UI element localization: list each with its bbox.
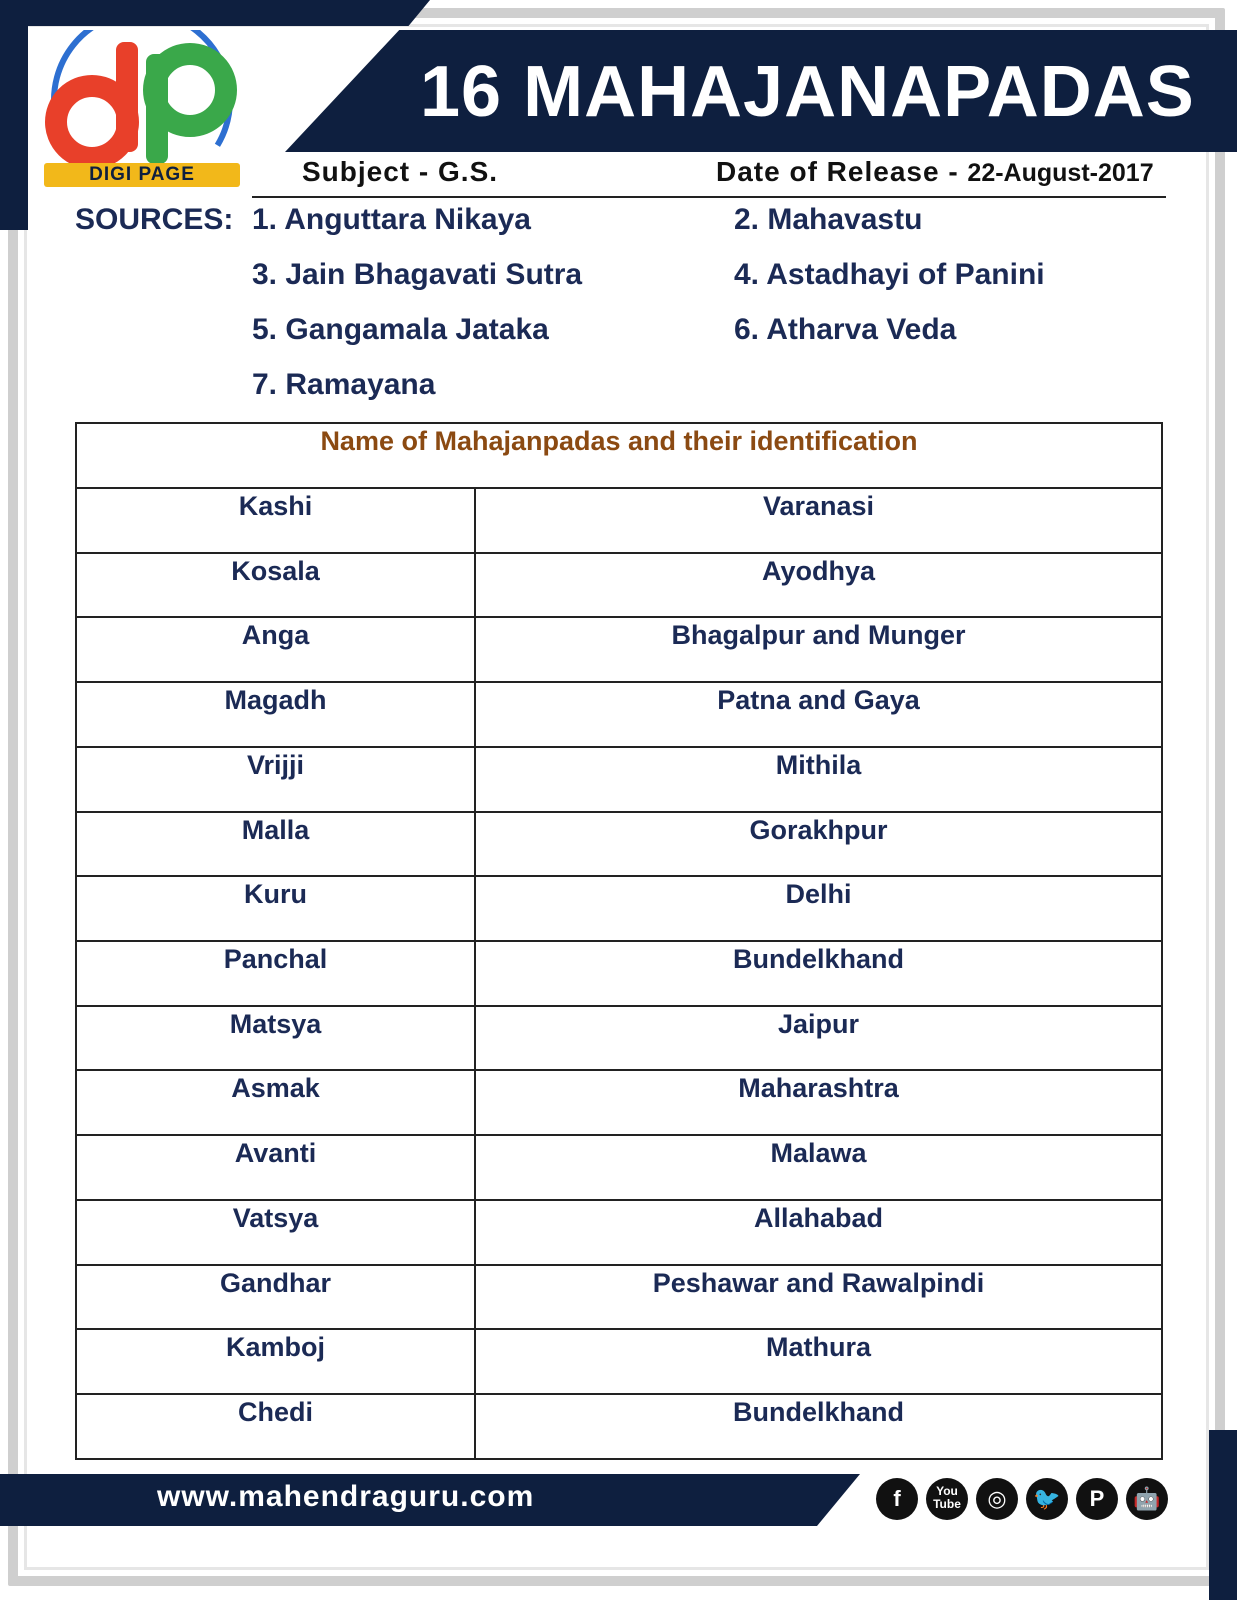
source-item: 4. Astadhayi of Panini: [734, 258, 1045, 291]
page-title: 16 MAHAJANAPADAS: [420, 52, 1195, 132]
mahajanapada-name: Matsya: [77, 1007, 476, 1070]
source-item: 6. Atharva Veda: [734, 313, 957, 346]
release-date: 22-August-2017: [967, 159, 1154, 187]
table-heading: Name of Mahajanpadas and their identification: [77, 424, 1161, 489]
table-row: [77, 942, 1161, 1007]
modern-identification: Mithila: [775, 749, 862, 780]
table-row: [77, 1007, 1161, 1072]
mahajanapada-name: Malla: [77, 813, 476, 876]
table-row: [77, 1071, 1161, 1136]
modern-identification: Ayodhya: [761, 555, 876, 586]
source-item: 3. Jain Bhagavati Sutra: [252, 258, 583, 291]
table-row: [77, 618, 1161, 683]
table-row: [77, 489, 1161, 554]
table-row: [77, 1395, 1161, 1460]
modern-identification: Maharashtra: [738, 1073, 899, 1104]
mahajanapada-name: Kosala: [77, 554, 476, 617]
mahajanapada-name: Anga: [77, 618, 476, 681]
modern-identification: Bundelkhand: [732, 1397, 904, 1428]
table-row: [77, 1201, 1161, 1266]
modern-identification: Allahabad: [753, 1202, 884, 1233]
table-row: [77, 1136, 1161, 1201]
source-item: 5. Gangamala Jataka: [252, 313, 549, 346]
mahajanapada-name: Kuru: [77, 877, 476, 940]
twitter-icon[interactable]: 🐦: [1026, 1478, 1068, 1520]
instagram-icon[interactable]: ◎: [976, 1478, 1018, 1520]
mahajanapada-name: Avanti: [77, 1136, 476, 1199]
facebook-icon[interactable]: f: [876, 1478, 918, 1520]
mahajanapada-name: Vrijji: [77, 748, 476, 811]
source-item: 2. Mahavastu: [734, 203, 923, 236]
mahajanapada-name: Kashi: [77, 489, 476, 552]
sources-label: SOURCES:: [75, 203, 234, 236]
table-row: [77, 683, 1161, 748]
modern-identification: Patna and Gaya: [717, 685, 920, 716]
source-item: 7. Ramayana: [252, 368, 436, 401]
mahajanapada-name: Panchal: [77, 942, 476, 1005]
corner-accent-right: [1209, 1430, 1237, 1600]
release-label: Date of Release -: [716, 156, 968, 187]
android-icon[interactable]: 🤖: [1126, 1478, 1168, 1520]
modern-identification: Malawa: [770, 1138, 867, 1169]
modern-identification: Bhagalpur and Munger: [671, 620, 966, 651]
modern-identification: Mathura: [765, 1332, 871, 1363]
table-row: [77, 1266, 1161, 1331]
table-row: [77, 877, 1161, 942]
youtube-icon[interactable]: You Tube: [926, 1478, 968, 1520]
table-row: [77, 554, 1161, 619]
table-body: [77, 489, 1161, 1460]
mahajanapada-name: Gandhar: [77, 1266, 476, 1329]
corner-accent-left: [0, 0, 28, 230]
table-row: [77, 1330, 1161, 1395]
release-info: [716, 156, 1154, 188]
logo-caption: DIGI PAGE: [44, 163, 240, 187]
website-link[interactable]: www.mahendraguru.com: [157, 1480, 535, 1513]
mahajanapada-name: Chedi: [77, 1395, 476, 1460]
modern-identification: Delhi: [785, 879, 852, 910]
subject-label: Subject - G.S.: [302, 156, 499, 187]
pinterest-icon[interactable]: P: [1076, 1478, 1118, 1520]
mahajanapada-name: Asmak: [77, 1071, 476, 1134]
corner-accent-top: [0, 0, 430, 26]
modern-identification: Gorakhpur: [749, 814, 888, 845]
mahajanapada-name: Kamboj: [77, 1330, 476, 1393]
table-row: [77, 813, 1161, 878]
header-divider: [252, 196, 1166, 198]
mahajanapada-name: Vatsya: [77, 1201, 476, 1264]
modern-identification: Jaipur: [777, 1008, 860, 1039]
table-row: [77, 748, 1161, 813]
mahajanapada-name: Magadh: [77, 683, 476, 746]
modern-identification: Varanasi: [762, 491, 875, 521]
social-icons: [876, 1478, 1168, 1520]
mahajanapadas-table: [75, 422, 1163, 1460]
modern-identification: Bundelkhand: [732, 944, 904, 975]
source-item: 1. Anguttara Nikaya: [252, 203, 531, 236]
modern-identification: Peshawar and Rawalpindi: [652, 1267, 985, 1298]
